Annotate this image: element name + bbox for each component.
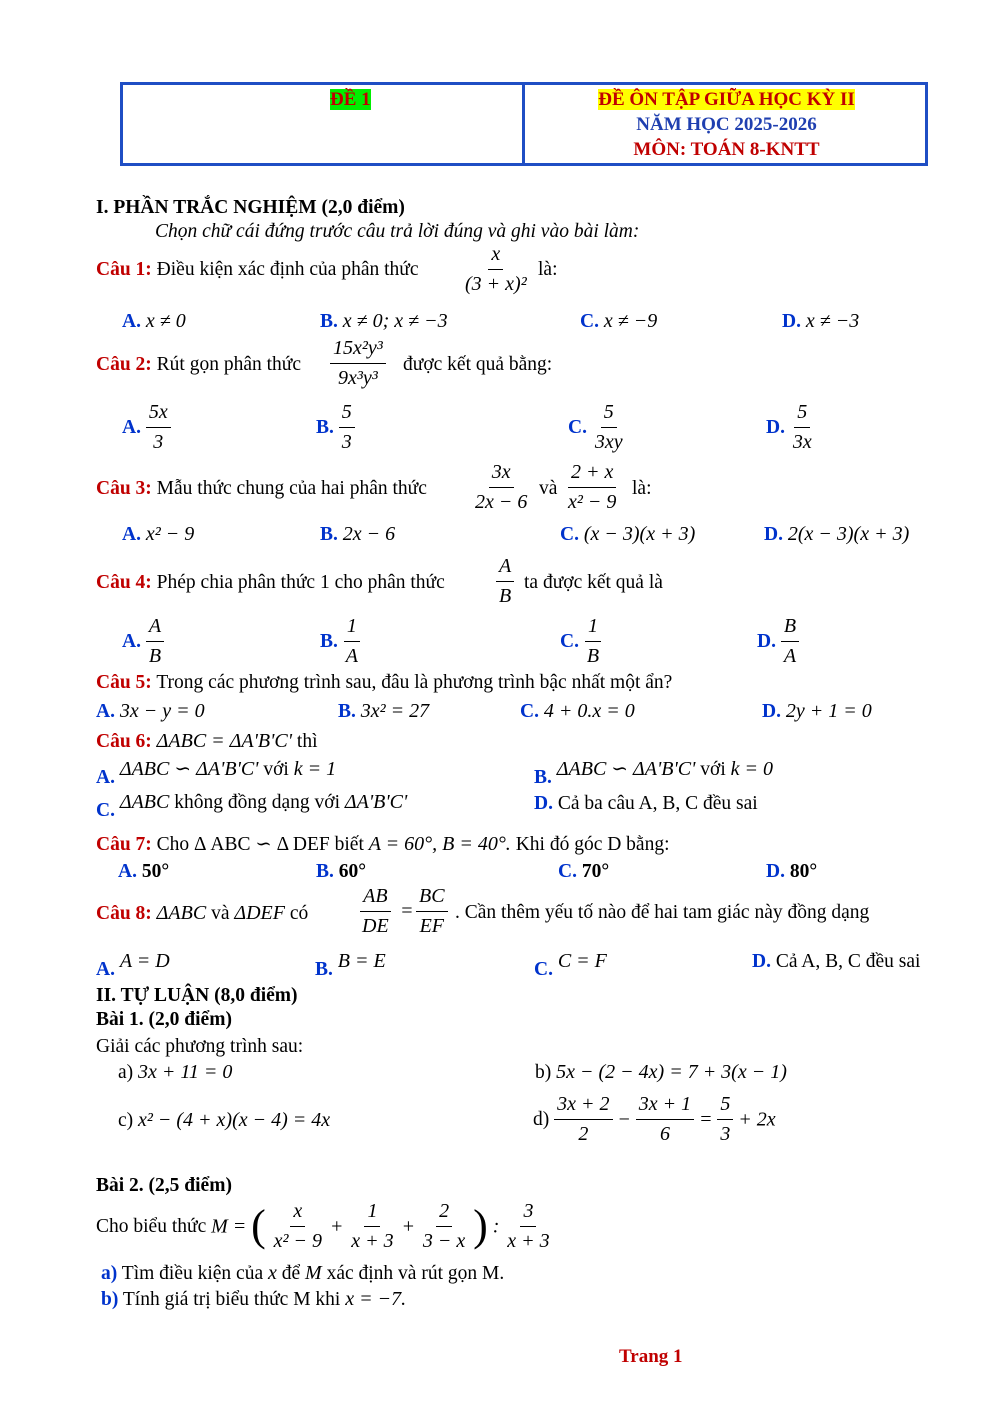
q2-fraction: $\frac{\text{15x²y³}}{\text{9x³y³}}$ xyxy=(330,336,386,391)
question-2: Câu 2: Rút gọn phân thức xyxy=(96,354,302,375)
bai1-c: c) x² − (4 + x)(x − 4) = 4x xyxy=(118,1109,331,1131)
question-4: Câu 4: Phép chia phân thức 1 cho phân thức xyxy=(96,572,445,593)
bai2-a: a) Tìm điều kiện của x để M xác định và rút gọn M. xyxy=(101,1262,505,1284)
bai2-expression: Cho biểu thức M = ( $\frac{x}{\text{x² − 9}}$ + $\frac{1}{x + 3}$ + $\frac{2}{3 - x}$ ) : $\frac{3}{x + 3}$ xyxy=(96,1200,550,1252)
q3-option-b: B. 2x − 6 xyxy=(320,523,396,545)
question-6: Câu 6: ΔABC = ΔA'B'C' thì xyxy=(96,730,318,752)
q4-option-b: B. $\frac{1}{A}$ xyxy=(320,615,358,667)
q8-option-a: A. A = D xyxy=(96,950,170,980)
q3-and: và xyxy=(539,478,558,499)
q8-equals: = xyxy=(400,900,414,922)
q3-fraction-2: $\frac{2 + x}{\text{x² − 9}}$ xyxy=(568,461,617,513)
q2-tail: được kết quả bằng: xyxy=(403,354,553,375)
q5-option-c: C. 4 + 0.x = 0 xyxy=(520,700,635,722)
bai2-b: b) Tính giá trị biểu thức M khi x = −7. xyxy=(101,1288,407,1310)
q4-option-a: A. $\frac{A}{B}$ xyxy=(122,614,164,669)
subject: MÔN: TOÁN 8-KNTT xyxy=(633,139,820,160)
q4-option-c: C. $\frac{1}{B}$ xyxy=(560,615,600,667)
q4-option-d: D. $\frac{B}{A}$ xyxy=(757,614,799,669)
q8-option-c: C. C = F xyxy=(534,950,607,980)
q8-fraction-2: $\frac{BC}{EF}$ xyxy=(416,884,448,939)
q7-option-a: A. 50° xyxy=(118,861,170,882)
q1-option-c: C. x ≠ −9 xyxy=(580,310,658,332)
q8-option-b: B. B = E xyxy=(315,950,386,980)
bai1-title: Bài 1. (2,0 điểm) xyxy=(96,1009,232,1030)
section2-title: II. TỰ LUẬN (8,0 điểm) xyxy=(96,985,298,1006)
q7-option-c: C. 70° xyxy=(558,861,610,882)
question-5: Câu 5: Trong các phương trình sau, đâu là phương trình bậc nhất một ẩn? xyxy=(96,672,673,693)
page-number: Trang 1 xyxy=(619,1346,683,1367)
q2-option-a: A. $\frac{5x}{3}$ xyxy=(122,400,171,455)
question-8: Câu 8: ΔABC và ΔDEF có xyxy=(96,902,309,924)
q6-option-c: C. ΔABC không đồng dạng với ΔA'B'C' xyxy=(96,791,408,821)
q4-tail: ta được kết quả là xyxy=(524,572,663,593)
q2-option-c: C. $\frac{5}{3xy}$ xyxy=(568,401,623,453)
bai1-d: d) $\frac{3x + 2}{2}$ − $\frac{3x + 1}{6}$ = $\frac{5}{3}$ + 2x xyxy=(533,1093,776,1145)
school-year: NĂM HỌC 2025-2026 xyxy=(636,114,817,135)
bai1-a: a) 3x + 11 = 0 xyxy=(118,1061,233,1083)
q8-fraction-1: $\frac{AB}{DE}$ xyxy=(362,885,389,937)
section1-title: I. PHẦN TRẮC NGHIỆM (2,0 điểm) xyxy=(96,197,405,218)
q1-tail: là: xyxy=(538,259,558,280)
q5-option-b: B. 3x² = 27 xyxy=(338,700,430,722)
question-1: Câu 1: Điều kiện xác định của phân thức xyxy=(96,259,419,280)
question-3: Câu 3: Mẫu thức chung của hai phân thức xyxy=(96,478,427,499)
q1-option-a: A. x ≠ 0 xyxy=(122,310,186,332)
q2-option-b: B. $\frac{5}{3}$ xyxy=(316,400,355,455)
q8-tail: . Cần thêm yếu tố nào để hai tam giác này đồng dạng xyxy=(455,902,870,923)
q3-option-a: A. x² − 9 xyxy=(122,523,195,545)
q1-option-b: B. x ≠ 0; x ≠ −3 xyxy=(320,310,448,332)
q3-option-c: C. (x − 3)(x + 3) xyxy=(560,523,696,545)
exam-code: ĐỀ 1 xyxy=(330,89,371,110)
q3-option-d: D. 2(x − 3)(x + 3) xyxy=(764,523,910,545)
q3-fraction-1: $\frac{3x}{2x - 6}$ xyxy=(475,461,528,513)
q2-option-d: D. $\frac{5}{3x}$ xyxy=(766,401,812,453)
q7-option-b: B. 60° xyxy=(316,861,367,882)
q3-tail: là: xyxy=(632,478,652,499)
bai1-instruction: Giải các phương trình sau: xyxy=(96,1036,304,1057)
q6-option-a: A. ΔABC ∽ ΔA'B'C' với k = 1 xyxy=(96,758,337,788)
q6-option-d: D. Cả ba câu A, B, C đều sai xyxy=(534,793,758,814)
q5-option-d: D. 2y + 1 = 0 xyxy=(762,700,872,722)
q1-option-d: D. x ≠ −3 xyxy=(782,310,860,332)
bai1-b: b) 5x − (2 − 4x) = 7 + 3(x − 1) xyxy=(535,1061,787,1083)
q4-fraction: $\frac{A}{B}$ xyxy=(496,554,514,609)
bai2-title: Bài 2. (2,5 điểm) xyxy=(96,1175,232,1196)
section1-instruction: Chọn chữ cái đứng trước câu trả lời đúng và ghi vào bài làm: xyxy=(155,221,640,242)
q1-fraction: $\frac{x}{\text{(3 + x)²}}$ xyxy=(465,243,527,295)
q7-option-d: D. 80° xyxy=(766,861,818,882)
q5-option-a: A. 3x − y = 0 xyxy=(96,700,205,722)
exam-title: ĐỀ ÔN TẬP GIỮA HỌC KỲ II xyxy=(598,89,855,110)
question-7: Câu 7: Cho Δ ABC ∽ Δ DEF biết A = 60°, B = 40°. Khi đó góc D bằng: xyxy=(96,833,670,855)
q6-option-b: B. ΔABC ∽ ΔA'B'C' với k = 0 xyxy=(534,758,773,788)
q8-option-d: D. Cả A, B, C đều sai xyxy=(752,951,921,972)
